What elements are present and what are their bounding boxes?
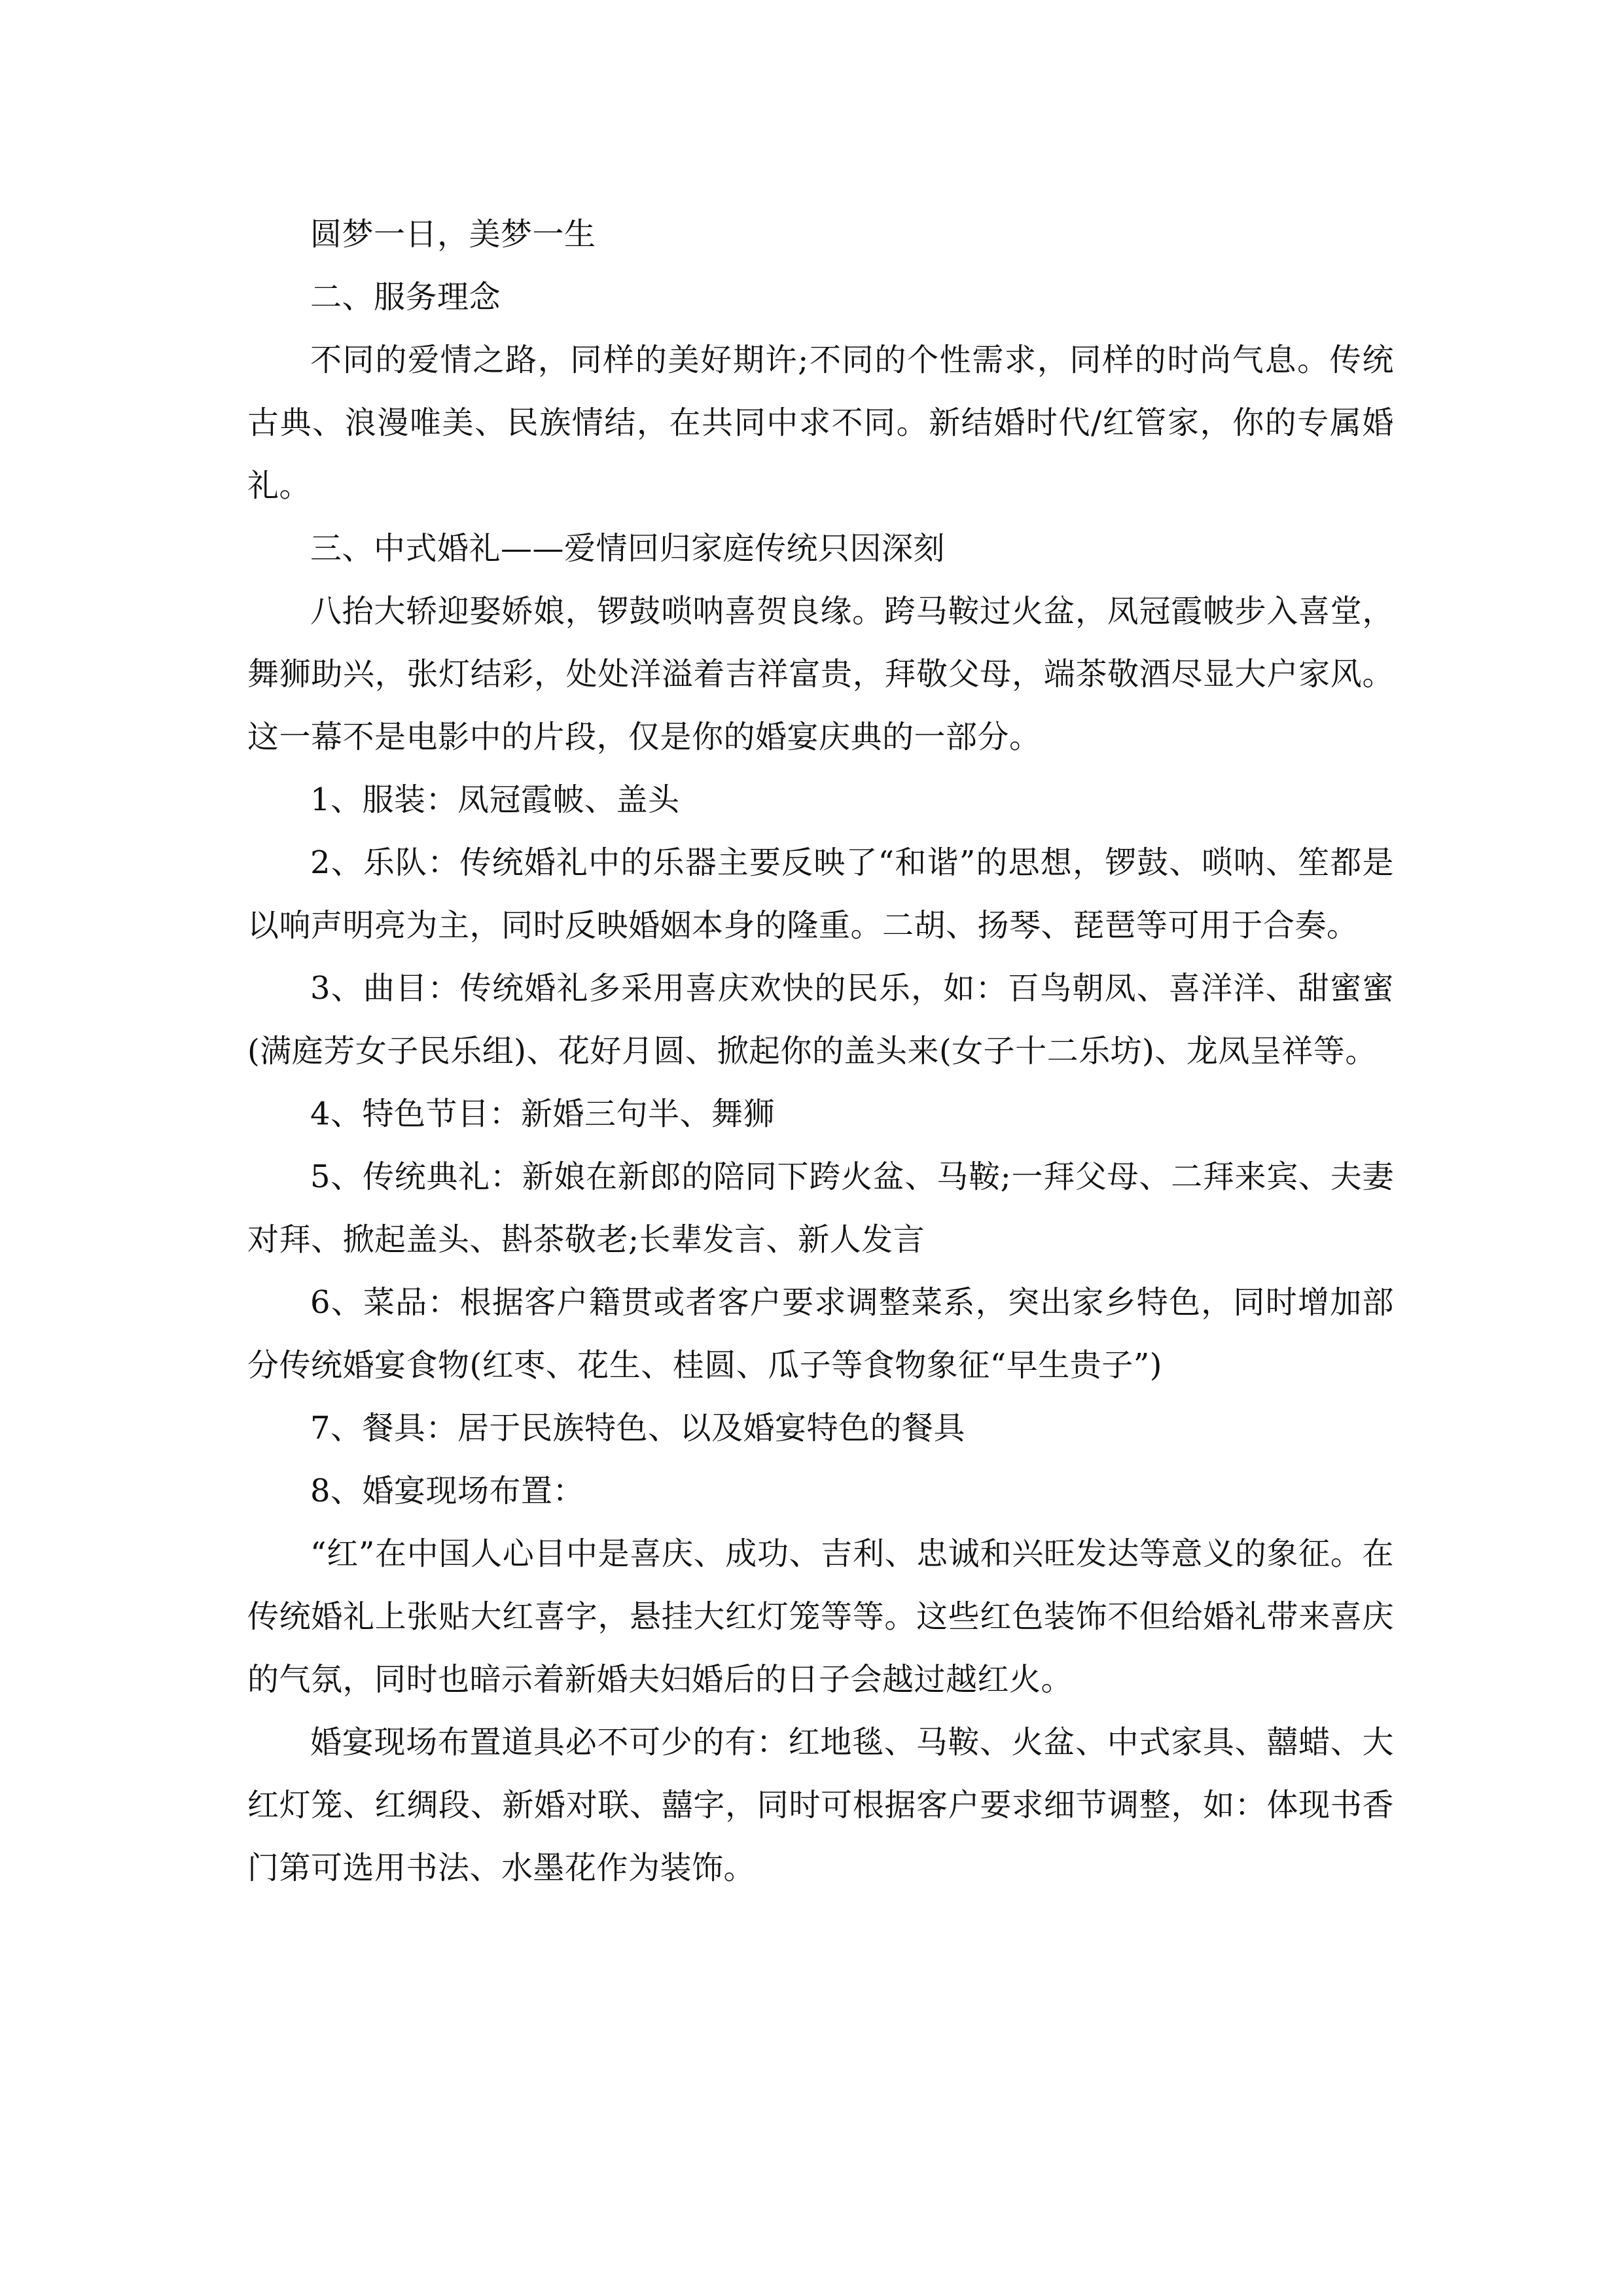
list-item-special-program: 4、特色节目：新婚三句半、舞狮 xyxy=(310,1096,776,1132)
list-item-band: 2、乐队：传统婚礼中的乐器主要反映了“和谐”的思想，锣鼓、唢呐、笙都是以响声明亮为主，同时反映婚姻本身的隆重。二胡、扬琴、琵琶等可用于合奏。 xyxy=(247,844,1394,944)
paragraph-red-meaning: “红”在中国人心目中是喜庆、成功、吉利、忠诚和兴旺发达等意义的象征。在传统婚礼上张贴大红喜字，悬挂大红灯笼等等。这些红色装饰不但给婚礼带来喜庆的气氛，同时也暗示着新婚夫妇婚后的日子会越过越红火。 xyxy=(247,1535,1394,1698)
list-item-venue-decoration: 8、婚宴现场布置： xyxy=(310,1473,585,1509)
paragraph-decoration-props: 婚宴现场布置道具必不可少的有：红地毯、马鞍、火盆、中式家具、囍蜡、大红灯笼、红绸段、新婚对联、囍字，同时可根据客户要求细节调整，如：体现书香门第可选用书法、水墨花作为装饰。 xyxy=(247,1724,1394,1886)
list-item-repertoire: 3、曲目：传统婚礼多采用喜庆欢快的民乐，如：百鸟朝凤、喜洋洋、甜蜜蜜(满庭芳女子民乐组)、花好月圆、掀起你的盖头来(女子十二乐坊)、龙凤呈祥等。 xyxy=(247,970,1394,1069)
heading-service-concept: 二、服务理念 xyxy=(310,279,501,315)
list-item-dishes: 6、菜品：根据客户籍贯或者客户要求调整菜系，突出家乡特色，同时增加部分传统婚宴食物(红枣、花生、桂圆、瓜子等食物象征“早生贵子”) xyxy=(247,1284,1394,1384)
list-item-costume: 1、服装：凤冠霞帔、盖头 xyxy=(310,781,680,818)
list-item-traditional-ceremony: 5、传统典礼：新娘在新郎的陪同下跨火盆、马鞍;一拜父母、二拜来宾、夫妻对拜、掀起盖头、斟茶敬老;长辈发言、新人发言 xyxy=(247,1158,1394,1258)
paragraph-service-concept: 不同的爱情之路，同样的美好期许;不同的个性需求，同样的时尚气息。传统古典、浪漫唯美、民族情结，在共同中求不同。新结婚时代/红管家，你的专属婚礼。 xyxy=(247,342,1394,504)
paragraph-chinese-wedding-intro: 八抬大轿迎娶娇娘，锣鼓唢呐喜贺良缘。跨马鞍过火盆，凤冠霞帔步入喜堂，舞狮助兴，张灯结彩，处处洋溢着吉祥富贵，拜敬父母，端茶敬酒尽显大户家风。这一幕不是电影中的片段，仅是你的婚宴庆典的一部分。 xyxy=(247,593,1394,755)
list-item-tableware: 7、餐具：居于民族特色、以及婚宴特色的餐具 xyxy=(310,1410,966,1446)
paragraph-slogan: 圆梦一日，美梦一生 xyxy=(310,216,596,253)
document-body xyxy=(247,203,1394,1899)
heading-chinese-wedding: 三、中式婚礼——爱情回归家庭传统只因深刻 xyxy=(310,530,946,567)
